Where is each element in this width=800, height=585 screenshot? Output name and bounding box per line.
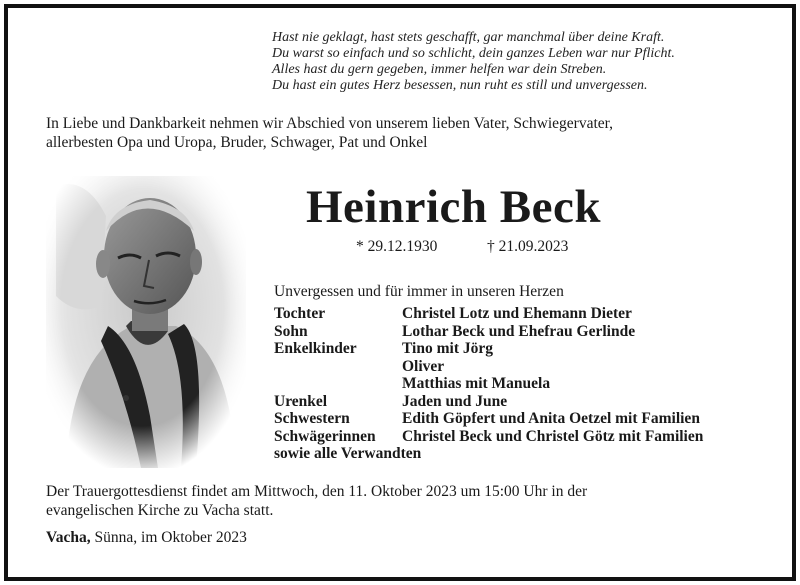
place-rest: Sünna, im Oktober 2023 bbox=[90, 529, 247, 546]
intro-text bbox=[46, 114, 746, 152]
death-date: † 21.09.2023 bbox=[487, 238, 569, 255]
deceased-name: Heinrich Beck bbox=[306, 181, 601, 233]
relation-label: Sohn bbox=[274, 322, 308, 340]
intro-line: In Liebe und Dankbarkeit nehmen wir Abschied von unserem lieben Vater, Schwiegervater, bbox=[46, 115, 614, 132]
relation-label: sowie alle Verwandten bbox=[274, 445, 422, 462]
relation-label: Enkelkinder bbox=[274, 340, 357, 357]
place-date bbox=[46, 529, 247, 547]
relative-row bbox=[274, 410, 703, 428]
relatives-list bbox=[274, 305, 703, 463]
poem-line: Du hast ein gutes Herz besessen, nun ruht es still und unvergessen. bbox=[272, 78, 648, 93]
relation-label bbox=[274, 375, 402, 393]
poem-line: Hast nie geklagt, hast stets geschafft, gar manchmal über deine Kraft. bbox=[272, 30, 665, 45]
relative-row bbox=[274, 428, 703, 446]
relative-row bbox=[274, 445, 703, 463]
relative-names: Jaden und June bbox=[402, 392, 508, 410]
relative-names: Christel Lotz und Ehemann Dieter bbox=[402, 305, 632, 322]
service-line: evangelischen Kirche zu Vacha statt. bbox=[46, 502, 274, 519]
relative-names: Lothar Beck und Ehefrau Gerlinde bbox=[402, 322, 636, 340]
relative-row bbox=[274, 340, 703, 358]
relation-label: Schwestern bbox=[274, 410, 350, 427]
intro-line: allerbesten Opa und Uropa, Bruder, Schwager, Pat und Onkel bbox=[46, 134, 428, 151]
birth-date: * 29.12.1930 bbox=[356, 238, 438, 255]
relative-row bbox=[274, 375, 703, 393]
place-name: Vacha, bbox=[46, 529, 91, 546]
relative-names: Matthias mit Manuela bbox=[402, 375, 551, 392]
relation-label: Tochter bbox=[274, 305, 326, 322]
relative-names: Tino mit Jörg bbox=[402, 340, 493, 357]
poem bbox=[272, 30, 675, 94]
relation-label: Urenkel bbox=[274, 392, 328, 410]
relative-row bbox=[274, 358, 703, 376]
relative-names: Oliver bbox=[402, 357, 445, 375]
relative-row bbox=[274, 393, 703, 411]
remembrance-line: Unvergessen und für immer in unseren Herzen bbox=[274, 283, 564, 300]
relative-names: Christel Beck und Christel Götz mit Familien bbox=[402, 427, 704, 445]
relative-names: Edith Göpfert und Anita Oetzel mit Familien bbox=[402, 410, 700, 427]
relation-label: Schwägerinnen bbox=[274, 427, 376, 445]
portrait-photo bbox=[46, 176, 246, 468]
poem-line: Du warst so einfach und so schlicht, dein ganzes Leben war nur Pflicht. bbox=[272, 46, 675, 61]
poem-line: Alles hast du gern gegeben, immer helfen war dein Streben. bbox=[272, 62, 607, 77]
relation-label bbox=[274, 358, 402, 376]
relative-row bbox=[274, 305, 703, 323]
relative-row bbox=[274, 323, 703, 341]
service-line: Der Trauergottesdienst findet am Mittwoch, den 11. Oktober 2023 um 15:00 Uhr in der bbox=[46, 483, 588, 500]
service-notice bbox=[46, 482, 766, 520]
